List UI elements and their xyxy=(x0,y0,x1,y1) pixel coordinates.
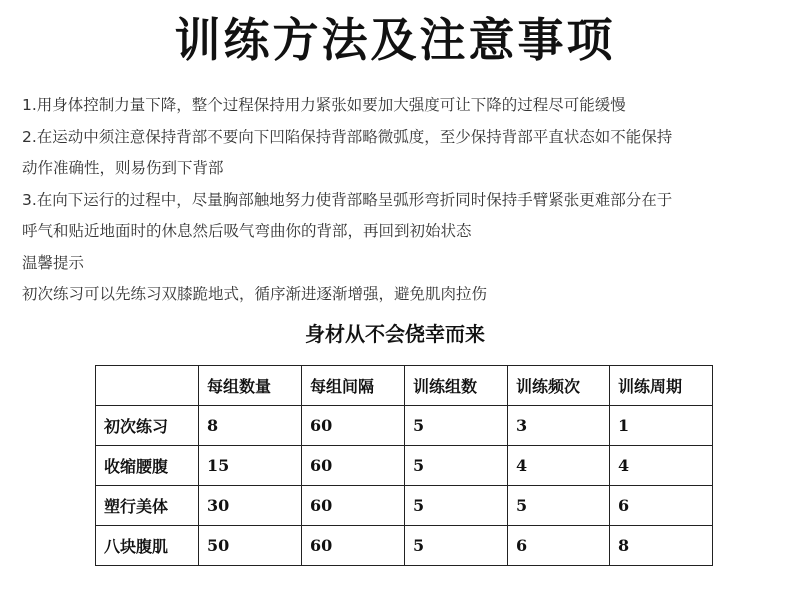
instructions-text xyxy=(22,90,782,311)
table-cell: 4 xyxy=(508,446,610,486)
table-cell: 60 xyxy=(302,526,405,566)
table-row xyxy=(96,406,713,446)
note-line: 1.用身体控制力量下降，整个过程保持用力紧张如要加大强度可让下降的过程尽可能缓慢 xyxy=(22,96,626,114)
header-cell: 训练组数 xyxy=(405,366,508,406)
table-cell: 15 xyxy=(199,446,302,486)
table-cell: 3 xyxy=(508,406,610,446)
table-cell: 5 xyxy=(405,526,508,566)
table-cell: 6 xyxy=(610,486,713,526)
table-cell: 60 xyxy=(302,446,405,486)
table-cell: 5 xyxy=(405,486,508,526)
table-cell: 50 xyxy=(199,526,302,566)
training-table xyxy=(95,365,713,566)
header-cell: 训练周期 xyxy=(610,366,713,406)
table-header-row xyxy=(96,366,713,406)
table-subtitle: 身材从不会侥幸而来 xyxy=(305,322,485,346)
page-title: 训练方法及注意事项 xyxy=(174,13,616,67)
header-cell xyxy=(96,366,199,406)
header-cell: 训练频次 xyxy=(508,366,610,406)
table-row xyxy=(96,486,713,526)
table-cell: 8 xyxy=(610,526,713,566)
table-cell: 4 xyxy=(610,446,713,486)
row-label-cell: 八块腹肌 xyxy=(96,526,199,566)
row-label-cell: 收缩腰腹 xyxy=(96,446,199,486)
table-row xyxy=(96,446,713,486)
table-cell: 5 xyxy=(508,486,610,526)
table-cell: 8 xyxy=(199,406,302,446)
table-cell: 60 xyxy=(302,406,405,446)
note-line: 3.在向下运行的过程中，尽量胸部触地努力使背部略呈弧形弯折同时保持手臂紧张更难部分在于 xyxy=(22,190,673,209)
table-cell: 6 xyxy=(508,526,610,566)
table-cell: 5 xyxy=(405,446,508,486)
table-cell: 1 xyxy=(610,406,713,446)
row-label-cell: 初次练习 xyxy=(96,406,199,446)
tips-text: 初次练习可以先练习双膝跪地式，循序渐进逐渐增强，避免肌肉拉伤 xyxy=(22,285,488,303)
note-line: 呼气和贴近地面时的休息然后吸气弯曲你的背部，再回到初始状态 xyxy=(22,222,472,240)
header-cell: 每组数量 xyxy=(199,366,302,406)
table-cell: 30 xyxy=(199,486,302,526)
note-line: 动作准确性，则易伤到下背部 xyxy=(22,159,224,177)
table-cell: 60 xyxy=(302,486,405,526)
table-cell: 5 xyxy=(405,406,508,446)
row-label-cell: 塑行美体 xyxy=(96,486,199,526)
table-row xyxy=(96,526,713,566)
note-line: 2.在运动中须注意保持背部不要向下凹陷保持背部略微弧度，至少保持背部平直状态如不能保持 xyxy=(22,127,673,146)
header-cell: 每组间隔 xyxy=(302,366,405,406)
tips-heading: 温馨提示 xyxy=(22,253,85,272)
